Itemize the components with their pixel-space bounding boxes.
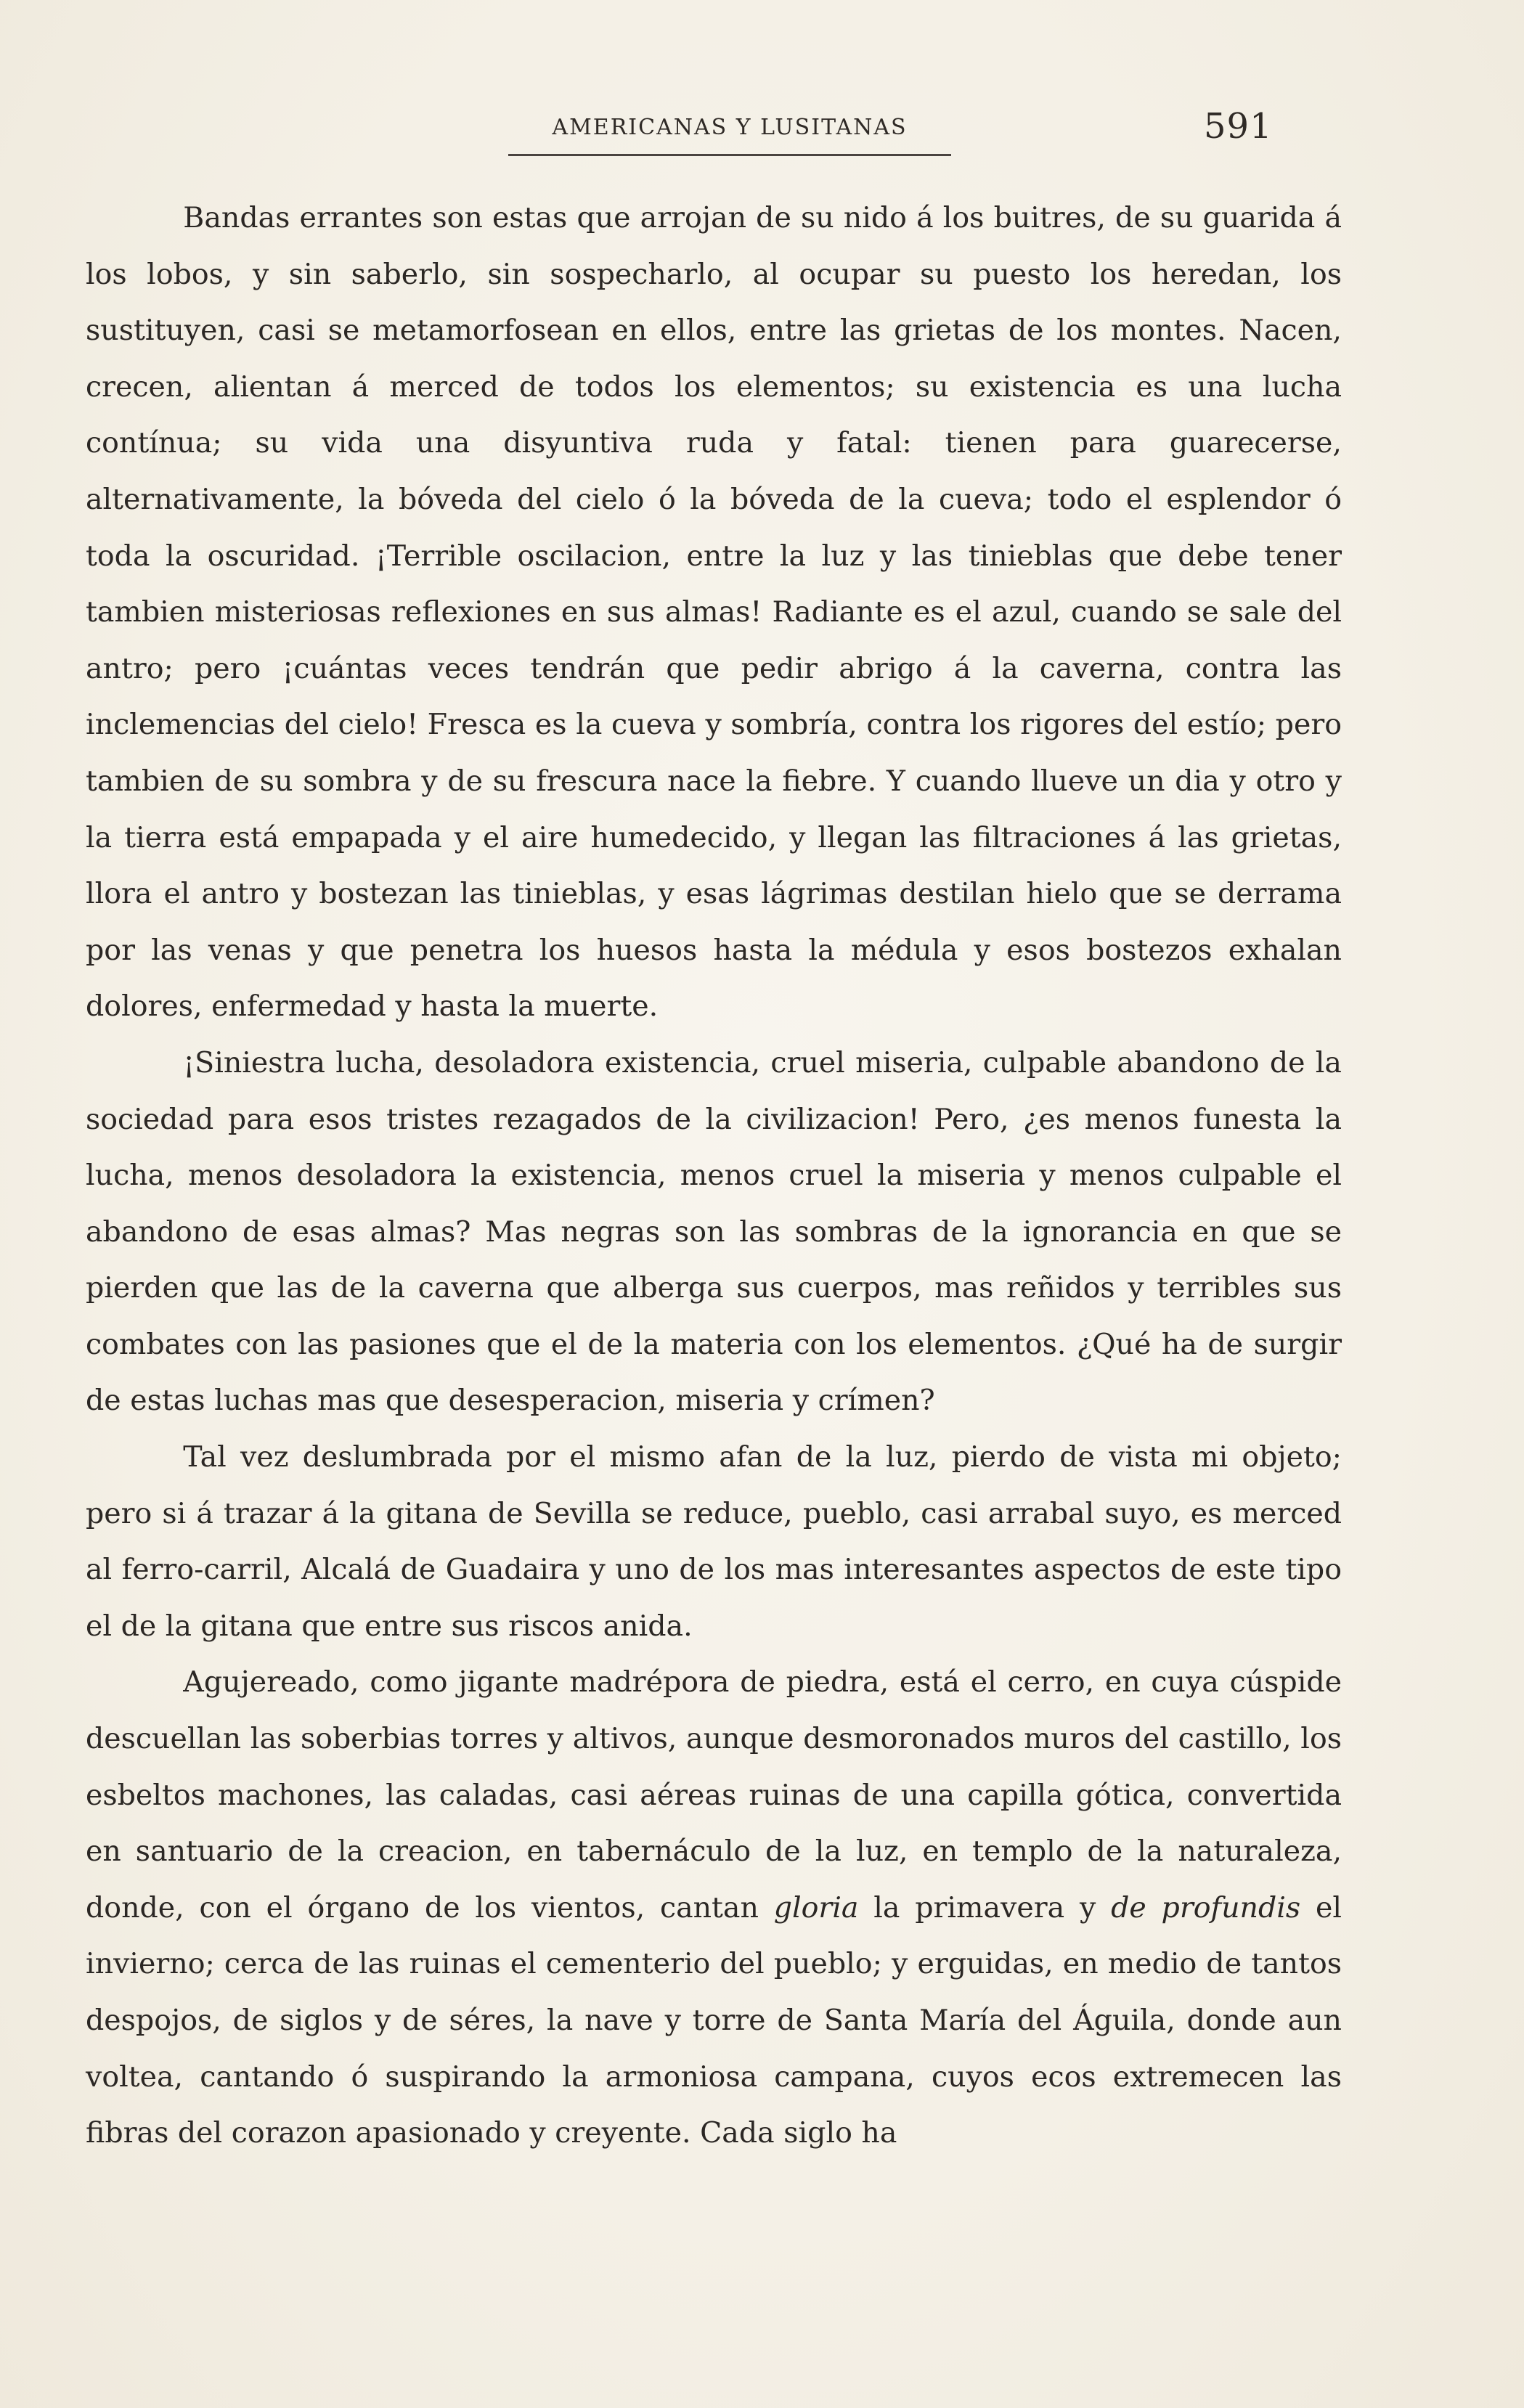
- paragraph-1: Bandas errantes son estas que arrojan de su nido á los buitres, de su guarida á los lobos, y sin saberlo, sin sospecharlo, al ocupar su puesto los heredan, los sustituyen, casi se metamorfosean en ellos, entre las grietas de los montes. Nacen, crecen, alientan á merced de todos los elementos; su existencia es una lucha contínua; su vida una disyuntiva ruda y fatal: tienen para guarecerse, alternativamente, la bóveda del cielo ó la bóveda de la cueva; todo el esplendor ó toda la oscuridad. ¡Terrible oscilacion, entre la luz y las tinieblas que debe tener tambien misteriosas reflexiones en sus almas! Radiante es el azul, cuando se sale del antro; pero ¡cuántas veces tendrán que pedir abrigo á la caverna, contra las inclemencias del cielo! Fresca es la cueva y sombría, contra los rigores del estío; pero tambien de su sombra y de su frescura nace la fiebre. Y cuando llueve un dia y otro y la tierra está empapada y el aire humedecido, y llegan las filtraciones á las grietas, llora el antro y bostezan las tinieblas, y esas lágrimas destilan hielo que se derrama por las venas y que penetra los huesos hasta la médula y esos bostezos exhalan dolores, enfermedad y hasta la muerte.: [86, 201, 1342, 1024]
- paragraph-3: Tal vez deslumbrada por el mismo afan de la luz, pierdo de vista mi objeto; pero si á trazar á la gitana de Sevilla se reduce, pueblo, casi arrabal suyo, es merced al ferro-carril, Alcalá de Guadaira y uno de los mas interesantes aspectos de este tipo el de la gitana que entre sus riscos anida.: [86, 1440, 1342, 1643]
- body-text: [86, 190, 1342, 2162]
- paragraph-2: ¡Siniestra lucha, desoladora existencia, cruel miseria, culpable abandono de la sociedad para esos tristes rezagados de la civilizacion! Pero, ¿es menos funesta la lucha, menos desoladora la existencia, menos cruel la miseria y menos culpable el abandono de esas almas? Mas negras son las sombras de la ignorancia en que se pierden que las de la caverna que alberga sus cuerpos, mas reñidos y terribles sus combates con las pasiones que el de la materia con los elementos. ¿Qué ha de surgir de estas luchas mas que desesperacion, miseria y crímen?: [86, 1045, 1342, 1418]
- running-title: AMERICANAS Y LUSITANAS: [552, 115, 908, 140]
- paragraph-4-part-c: el invierno; cerca de las ruinas el cementerio del pueblo; y erguidas, en medio de tantos despojos, de siglos y de séres, la nave y torre de Santa María del Águila, donde aun voltea, cantando ó suspirando la armoniosa campana, cuyos ecos extremecen las fibras del corazon apasionado y creyente. Cada siglo ha: [86, 1890, 1342, 2150]
- paragraph-4: [86, 1654, 1342, 2161]
- italic-de-profundis: de profundis: [1111, 1890, 1301, 1925]
- paragraph-4-part-b: la primavera y: [858, 1890, 1112, 1925]
- page-number: 591: [1204, 106, 1273, 147]
- paragraph-4-part-a: Agujereado, como jigante madrépora de piedra, está el cerro, en cuya cúspide descuellan las soberbias torres y altivos, aunque desmoronados muros del castillo, los esbeltos machones, las caladas, casi aéreas ruinas de una capilla gótica, convertida en santuario de la creacion, en tabernáculo de la luz, en templo de la naturaleza, donde, con el órgano de los vientos, cantan: [86, 1665, 1342, 1925]
- italic-gloria: gloria: [773, 1890, 859, 1925]
- header-rule: [508, 154, 951, 156]
